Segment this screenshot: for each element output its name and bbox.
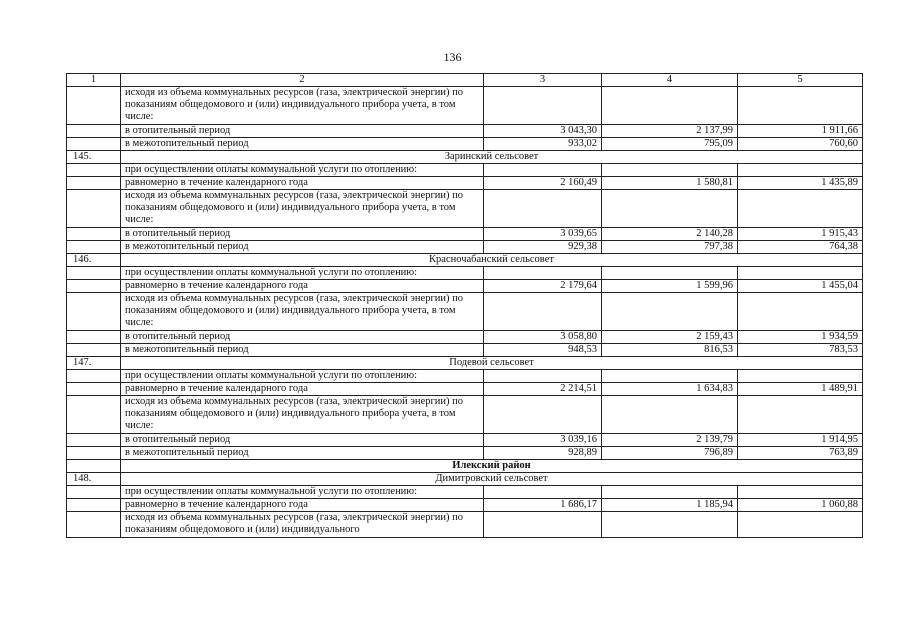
row-number <box>67 447 121 460</box>
value-col3: 2 214,51 <box>484 383 602 396</box>
row-number: 147. <box>67 357 121 370</box>
row-description: равномерно в течение календарного года <box>121 177 484 190</box>
table-row <box>67 447 863 460</box>
value-col4 <box>602 396 738 434</box>
value-cell <box>602 267 738 280</box>
row-description: в межотопительный период <box>121 344 484 357</box>
row-description: исходя из объема коммунальных ресурсов (газа, электрической энергии) по показаниям общедомового и (или) индивидуального прибора учета, в том числе: <box>121 293 484 331</box>
row-number: 145. <box>67 151 121 164</box>
table-row <box>67 87 863 125</box>
value-col3 <box>484 190 602 228</box>
row-description: равномерно в течение календарного года <box>121 280 484 293</box>
value-col4: 1 634,83 <box>602 383 738 396</box>
value-col4: 795,09 <box>602 138 738 151</box>
row-number: 146. <box>67 254 121 267</box>
value-col3: 2 179,64 <box>484 280 602 293</box>
row-description: при осуществлении оплаты коммунальной услуги по отоплению: <box>121 370 484 383</box>
value-cell <box>484 164 602 177</box>
section-row <box>67 151 863 164</box>
row-description: в межотопительный период <box>121 447 484 460</box>
value-cell <box>738 370 863 383</box>
table-row <box>67 241 863 254</box>
page-number: 136 <box>443 50 462 64</box>
row-description: в отопительный период <box>121 125 484 138</box>
value-col4: 2 140,28 <box>602 228 738 241</box>
value-col5: 1 435,89 <box>738 177 863 190</box>
row-description: в межотопительный период <box>121 138 484 151</box>
table-row <box>67 228 863 241</box>
value-col4: 2 139,79 <box>602 434 738 447</box>
value-cell <box>602 370 738 383</box>
row-number <box>67 267 121 280</box>
table-row <box>67 383 863 396</box>
value-col3: 3 058,80 <box>484 331 602 344</box>
tariff-table <box>66 73 863 538</box>
row-number <box>67 138 121 151</box>
value-col5: 1 934,59 <box>738 331 863 344</box>
value-col4: 2 159,43 <box>602 331 738 344</box>
value-col3: 1 686,17 <box>484 499 602 512</box>
value-col3: 933,02 <box>484 138 602 151</box>
table-row <box>67 138 863 151</box>
row-number <box>67 370 121 383</box>
value-cell <box>484 370 602 383</box>
row-number <box>67 396 121 434</box>
row-number <box>67 512 121 538</box>
value-col5: 760,60 <box>738 138 863 151</box>
section-row <box>67 254 863 267</box>
value-col3: 3 043,30 <box>484 125 602 138</box>
value-col4: 1 599,96 <box>602 280 738 293</box>
value-col4 <box>602 293 738 331</box>
row-description: при осуществлении оплаты коммунальной услуги по отоплению: <box>121 267 484 280</box>
row-number <box>67 434 121 447</box>
row-number <box>67 164 121 177</box>
value-col5: 764,38 <box>738 241 863 254</box>
value-cell <box>484 486 602 499</box>
subheading-row <box>67 370 863 383</box>
value-col4 <box>602 87 738 125</box>
settlement-name: Заринский сельсовет <box>121 151 863 164</box>
subheading-row <box>67 267 863 280</box>
value-col4: 1 185,94 <box>602 499 738 512</box>
value-col5 <box>738 87 863 125</box>
value-col4 <box>602 512 738 538</box>
value-col3: 948,53 <box>484 344 602 357</box>
row-description: исходя из объема коммунальных ресурсов (газа, электрической энергии) по показаниям общедомового и (или) индивидуального <box>121 512 484 538</box>
value-col3: 2 160,49 <box>484 177 602 190</box>
value-col3 <box>484 512 602 538</box>
value-cell <box>738 267 863 280</box>
value-col4: 816,53 <box>602 344 738 357</box>
value-col5 <box>738 396 863 434</box>
value-cell <box>602 486 738 499</box>
settlement-name: Димитровский сельсовет <box>121 473 863 486</box>
value-col5: 763,89 <box>738 447 863 460</box>
column-header: 2 <box>121 74 484 87</box>
value-col3: 928,89 <box>484 447 602 460</box>
value-col5: 1 489,91 <box>738 383 863 396</box>
value-cell <box>738 164 863 177</box>
district-row <box>67 460 863 473</box>
column-header: 3 <box>484 74 602 87</box>
row-description: равномерно в течение календарного года <box>121 383 484 396</box>
row-number <box>67 344 121 357</box>
row-number <box>67 190 121 228</box>
district-name: Илекский район <box>121 460 863 473</box>
table-row <box>67 280 863 293</box>
value-col5 <box>738 190 863 228</box>
row-number <box>67 228 121 241</box>
row-number <box>67 331 121 344</box>
table-row <box>67 396 863 434</box>
row-number <box>67 125 121 138</box>
row-description: в отопительный период <box>121 331 484 344</box>
value-col4: 2 137,99 <box>602 125 738 138</box>
settlement-name: Красночабанский сельсовет <box>121 254 863 267</box>
table-row <box>67 177 863 190</box>
table-row <box>67 190 863 228</box>
row-number <box>67 460 121 473</box>
value-col4: 796,89 <box>602 447 738 460</box>
row-description: при осуществлении оплаты коммунальной услуги по отоплению: <box>121 486 484 499</box>
row-number <box>67 177 121 190</box>
value-cell <box>602 164 738 177</box>
row-description: при осуществлении оплаты коммунальной услуги по отоплению: <box>121 164 484 177</box>
value-col5: 1 911,66 <box>738 125 863 138</box>
value-col3: 3 039,16 <box>484 434 602 447</box>
row-number <box>67 280 121 293</box>
settlement-name: Подевой сельсовет <box>121 357 863 370</box>
value-col5 <box>738 512 863 538</box>
value-col3 <box>484 87 602 125</box>
table-header-row <box>67 74 863 87</box>
table-row <box>67 344 863 357</box>
value-col3: 3 039,65 <box>484 228 602 241</box>
value-col4: 797,38 <box>602 241 738 254</box>
value-col4 <box>602 190 738 228</box>
value-col4: 1 580,81 <box>602 177 738 190</box>
row-description: в отопительный период <box>121 228 484 241</box>
table-row <box>67 331 863 344</box>
value-col5: 783,53 <box>738 344 863 357</box>
table-row <box>67 293 863 331</box>
value-col3: 929,38 <box>484 241 602 254</box>
section-row <box>67 473 863 486</box>
row-number <box>67 87 121 125</box>
table-row <box>67 434 863 447</box>
row-number <box>67 499 121 512</box>
value-cell <box>484 267 602 280</box>
subheading-row <box>67 164 863 177</box>
row-description: исходя из объема коммунальных ресурсов (газа, электрической энергии) по показаниям общедомового и (или) индивидуального прибора учета, в том числе: <box>121 87 484 125</box>
section-row <box>67 357 863 370</box>
value-col5: 1 455,04 <box>738 280 863 293</box>
value-col5: 1 914,95 <box>738 434 863 447</box>
table-row <box>67 512 863 538</box>
value-col3 <box>484 293 602 331</box>
row-description: в отопительный период <box>121 434 484 447</box>
subheading-row <box>67 486 863 499</box>
row-description: исходя из объема коммунальных ресурсов (газа, электрической энергии) по показаниям общедомового и (или) индивидуального прибора учета, в том числе: <box>121 190 484 228</box>
column-header: 1 <box>67 74 121 87</box>
row-number <box>67 383 121 396</box>
value-col3 <box>484 396 602 434</box>
value-col5: 1 915,43 <box>738 228 863 241</box>
column-header: 4 <box>602 74 738 87</box>
row-description: исходя из объема коммунальных ресурсов (газа, электрической энергии) по показаниям общедомового и (или) индивидуального прибора учета, в том числе: <box>121 396 484 434</box>
value-col5 <box>738 293 863 331</box>
table-row <box>67 125 863 138</box>
row-number <box>67 293 121 331</box>
row-description: в межотопительный период <box>121 241 484 254</box>
value-cell <box>738 486 863 499</box>
row-number: 148. <box>67 473 121 486</box>
column-header: 5 <box>738 74 863 87</box>
table-row <box>67 499 863 512</box>
value-col5: 1 060,88 <box>738 499 863 512</box>
row-description: равномерно в течение календарного года <box>121 499 484 512</box>
row-number <box>67 486 121 499</box>
row-number <box>67 241 121 254</box>
